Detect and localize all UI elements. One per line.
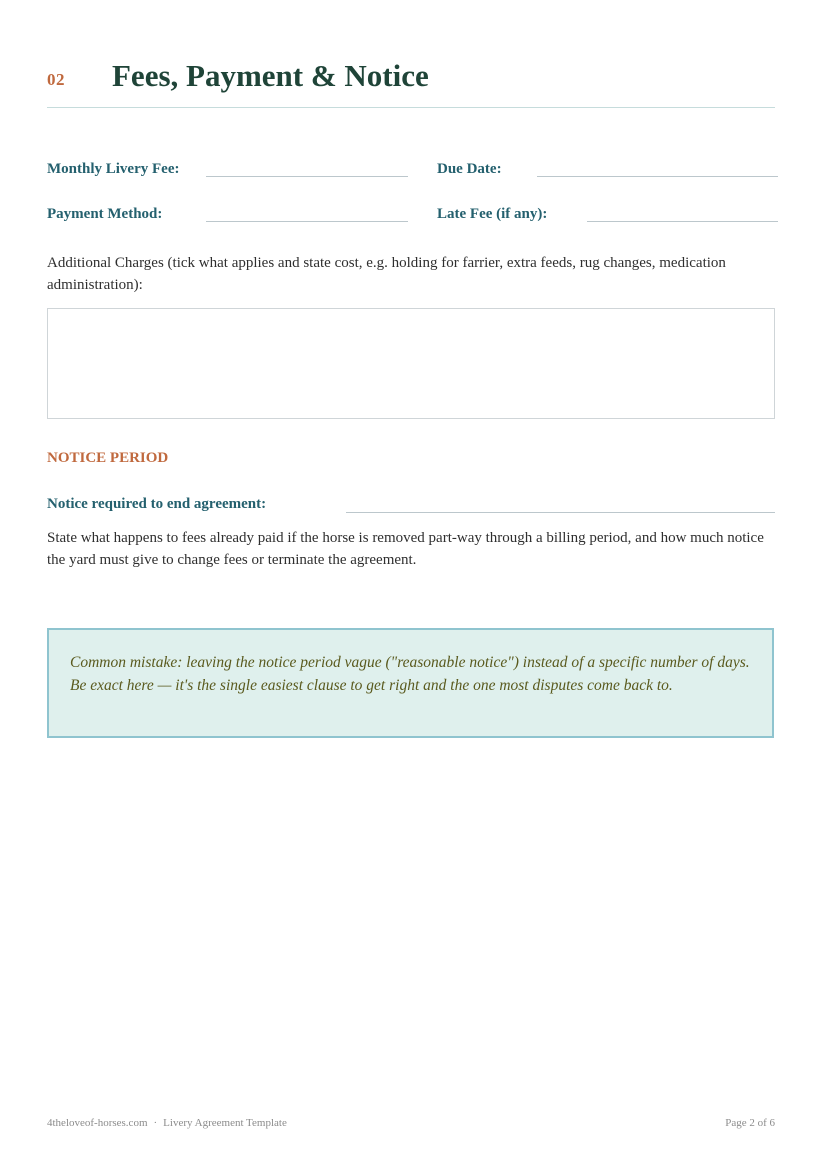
section-number: 02 xyxy=(47,70,65,89)
additional-charges-instructions: Additional Charges (tick what applies and state cost, e.g. holding for farrier, extra feeds, rug changes, medication administration): xyxy=(47,255,726,293)
late-fee-field[interactable] xyxy=(587,221,778,222)
footer-left xyxy=(47,1117,287,1129)
due-date-label: Due Date: xyxy=(437,161,502,177)
monthly-fee-label: Monthly Livery Fee: xyxy=(47,161,180,177)
notice-instructions: State what happens to fees already paid if the horse is removed part-way through a billing period, and how much notice the yard must give to change fees or terminate the agreement. xyxy=(47,530,764,568)
tip-callout xyxy=(47,628,774,738)
footer-site: 4theloveof-horses.com xyxy=(47,1117,148,1129)
payment-method-field[interactable] xyxy=(206,221,408,222)
page-number: Page 2 of 6 xyxy=(725,1117,775,1129)
additional-charges-box[interactable] xyxy=(47,308,775,419)
notice-required-field[interactable] xyxy=(346,512,775,513)
title-divider xyxy=(47,107,775,108)
section-title: Fees, Payment & Notice xyxy=(112,58,429,93)
notice-period-heading: NOTICE PERIOD xyxy=(47,450,169,466)
notice-required-label: Notice required to end agreement: xyxy=(47,496,267,512)
tip-callout-text: Common mistake: leaving the notice period vague ("reasonable notice") instead of a specific number of days. Be exact here — it's the single easiest clause to get right and the one most disputes come back to. xyxy=(70,654,750,694)
late-fee-label: Late Fee (if any): xyxy=(437,206,548,222)
footer-separator: · xyxy=(153,1117,158,1129)
monthly-fee-field[interactable] xyxy=(206,176,408,177)
footer-doc-name: Livery Agreement Template xyxy=(163,1117,287,1129)
payment-method-label: Payment Method: xyxy=(47,206,163,222)
due-date-field[interactable] xyxy=(537,176,778,177)
